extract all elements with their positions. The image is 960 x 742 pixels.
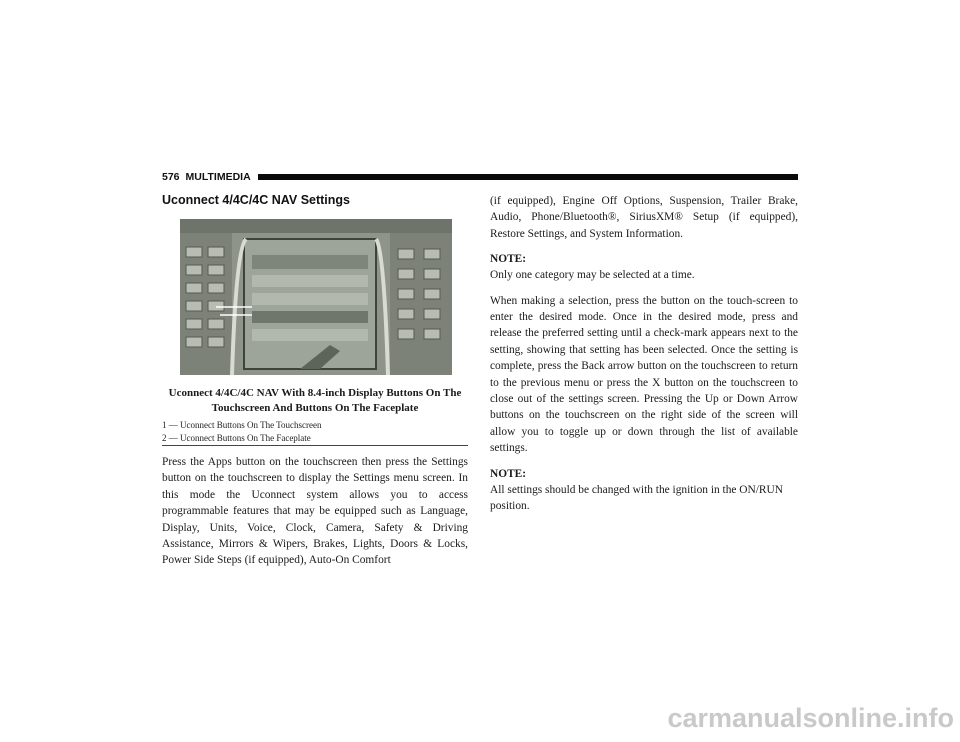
section-title: Uconnect 4/4C/4C NAV Settings <box>162 193 351 207</box>
page-number: 576 <box>162 171 180 183</box>
header-rule <box>258 174 798 180</box>
body-paragraph: Press the Apps button on the touchscreen then press the Settings button on the touchscreen to display the Settings menu screen. In this mode the Uconnect system allows you to access programmable features that may be equipped such as Language, Display, Units, Voice, Clock, Camera, Safety & Driving Assistance, Mirrors & Wipers, Brakes, Lights, Doors & Locks, Power Side Steps (if equipped), Auto-On Comfort <box>162 456 468 567</box>
site-watermark: carmanualsonline.info <box>667 703 954 733</box>
figure-legend <box>162 419 468 446</box>
uconnect-display-figure <box>180 219 452 375</box>
note-text: Only one category may be selected at a time. <box>490 269 695 282</box>
right-column <box>490 193 798 524</box>
figure-caption: Uconnect 4/4C/4C NAV With 8.4-inch Display Buttons On The Touchscreen And Buttons On The Faceplate <box>168 387 462 414</box>
legend-item: 2 — Uconnect Buttons On The Faceplate <box>162 432 311 443</box>
note-label: NOTE: <box>490 467 527 480</box>
section-name: MULTIMEDIA <box>185 171 251 183</box>
left-column <box>162 193 468 569</box>
page-header <box>162 169 798 185</box>
body-paragraph: (if equipped), Engine Off Options, Suspension, Trailer Brake, Audio, Phone/Bluetooth®, SiriusXM® Setup (if equipped), Restore Settings, and System Information. <box>490 195 798 240</box>
legend-item: 1 — Uconnect Buttons On The Touchscreen <box>162 420 322 430</box>
note-text: All settings should be changed with the ignition in the ON/RUN position. <box>490 483 783 513</box>
body-paragraph: When making a selection, press the button on the touch-screen to enter the desired mode. Once in the desired mode, press and release the preferred setting until a check-mark appears next to the setting, showing that setting has been selected. Once the setting is complete, press the Back arrow button on the touchscreen to return to the previous menu or press the X button on the touchscreen to close out of the settings screen. Pressing the Up or Down Arrow buttons on the touchscreen on the right side of the screen will allow you to toggle up or down through the list of available settings. <box>490 294 798 455</box>
uconnect-display-illustration <box>180 219 452 375</box>
note-label: NOTE: <box>490 253 527 266</box>
